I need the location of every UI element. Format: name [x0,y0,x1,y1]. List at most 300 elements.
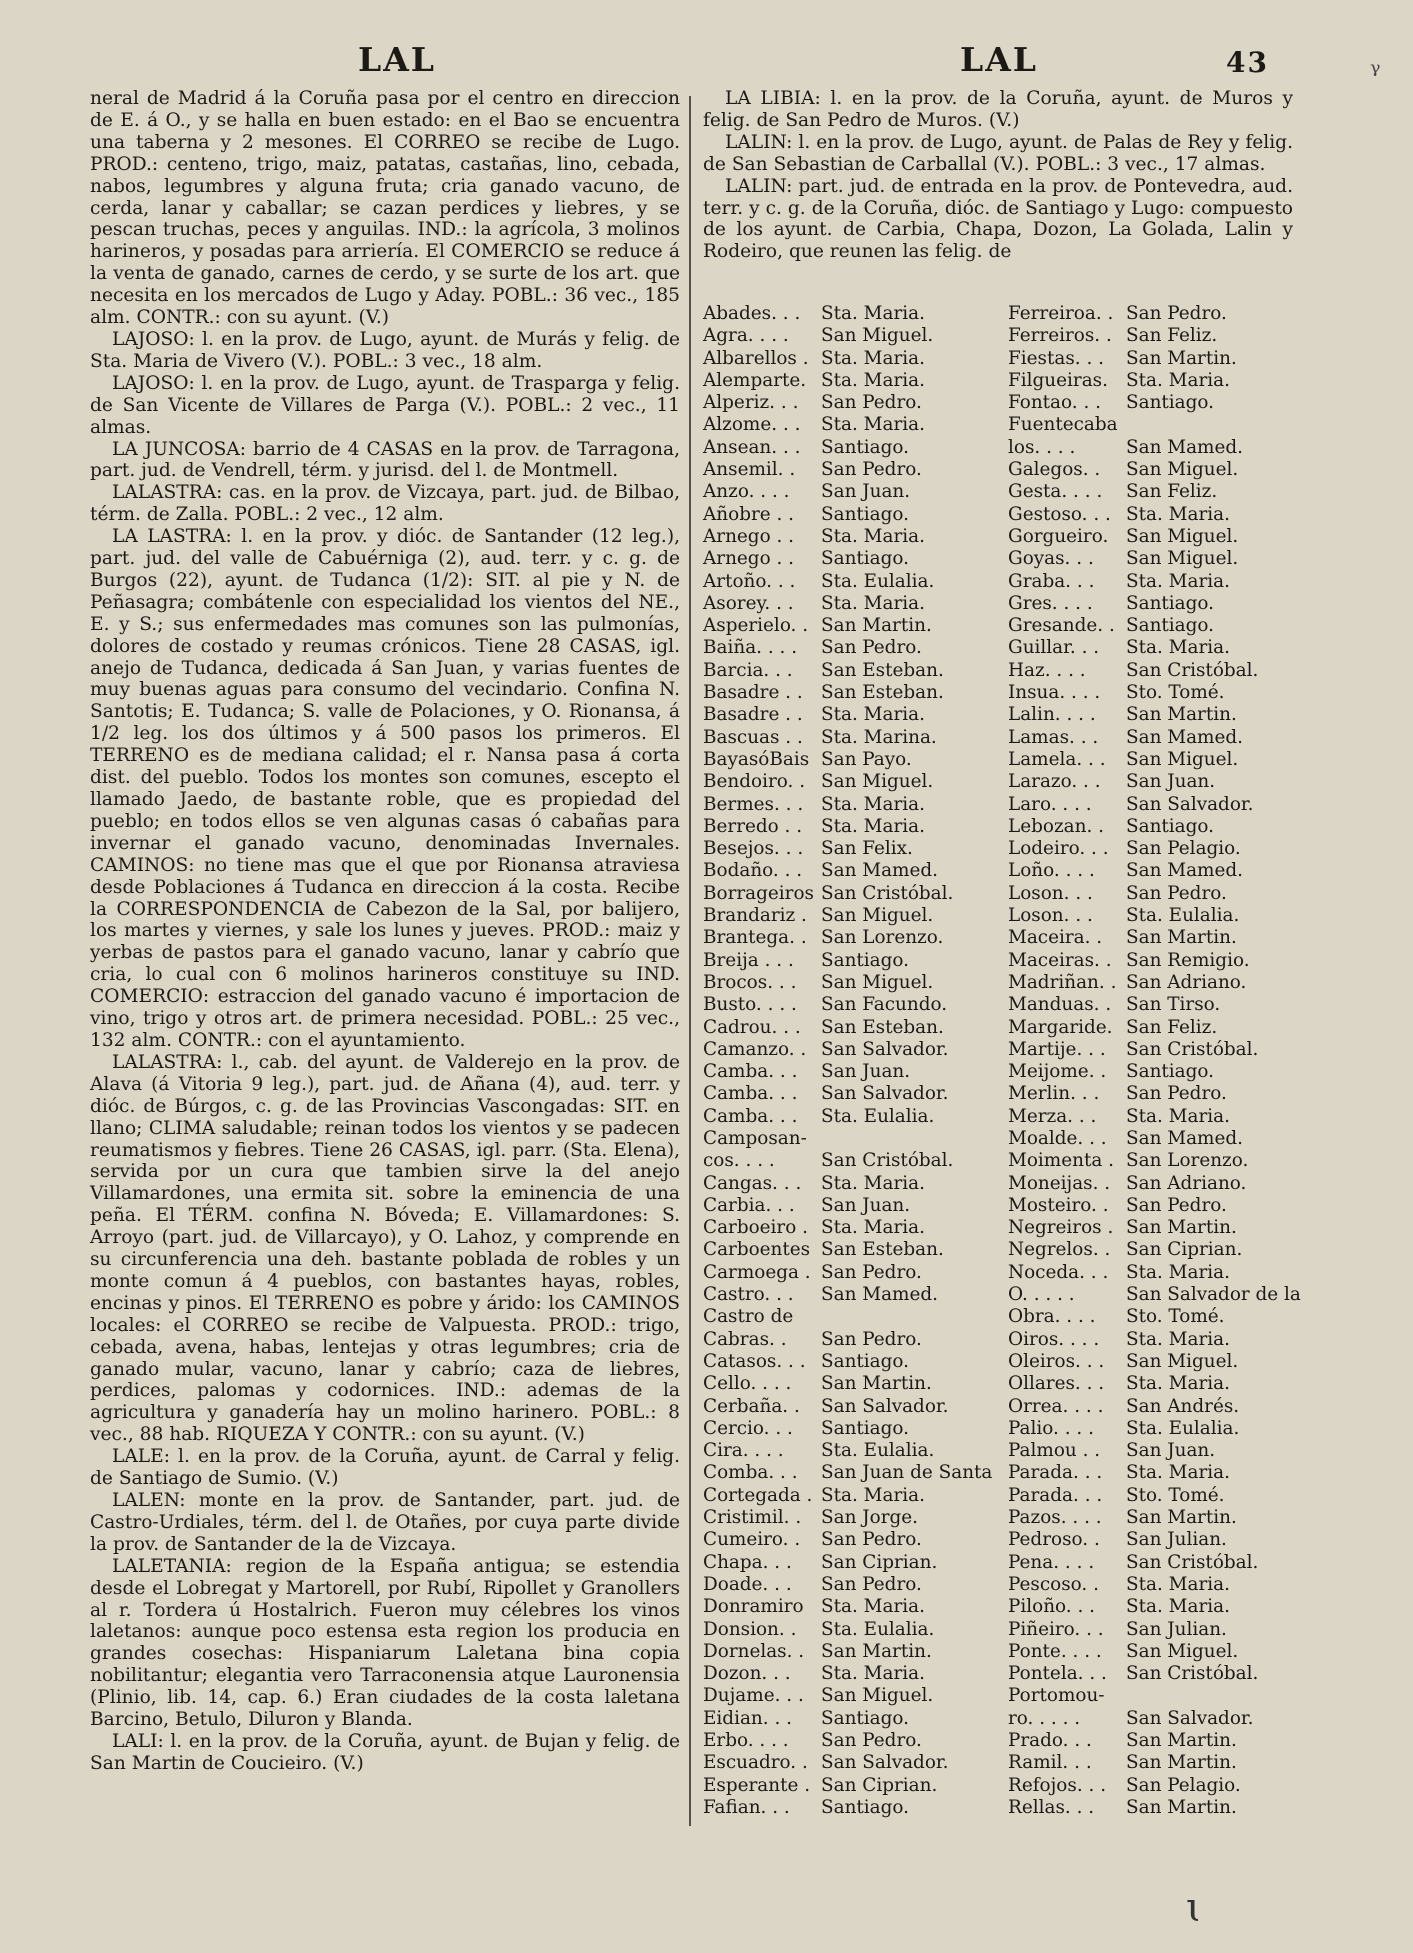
parish-place: Galegos. . [1008,459,1101,481]
parish-entry [1008,1529,1303,1551]
parish-place: Basadre . . [703,704,803,726]
parish-place: Fiestas. . . [1008,347,1104,369]
parish-place: Catasos. . . [703,1350,806,1372]
parish-entry [1008,392,1303,414]
parish-entry [703,1418,1008,1440]
parish-entry [1008,1128,1303,1150]
parish-entry [1008,1663,1303,1685]
parish-patron: San Martin. [1126,1507,1237,1529]
bottom-handwritten-mark: ꙇ [1186,1885,1202,1931]
parish-place: Ansean. . . [703,436,801,458]
parish-place: Donramiro [703,1596,804,1618]
parish-patron: Sta. Maria. [821,1172,925,1194]
parish-place: Ferreiros. . [1008,325,1112,347]
parish-entry [1008,1775,1303,1797]
parish-patron: Santiago. [821,949,910,971]
parish-patron: Sto. Tomé. [1126,682,1225,704]
parish-place: Dozon. . . [703,1663,791,1685]
parish-entry [703,370,1008,392]
parish-entry [703,1373,1008,1395]
parish-place: Comba. . . [703,1462,798,1484]
parish-place: Cangas. . . [703,1172,802,1194]
parish-entry [1008,1619,1303,1641]
parish-patron: Santiago. [1126,392,1215,414]
parish-patron: San Mamed. [1126,436,1243,458]
parish-patron: San Pedro. [821,1730,922,1751]
parish-entry [703,459,1008,481]
parish-entry [1008,1708,1303,1730]
parish-entry [1008,771,1303,793]
parish-entry [703,794,1008,816]
parish-entry [703,749,1008,771]
parish-entry [1008,615,1303,637]
parish-entry [1008,571,1303,593]
parish-patron: Sta. Maria. [821,525,925,547]
entry-paragraph: LA LASTRA: l. en la prov. y dióc. de Santander (12 leg.), part. jud. del valle de Cabuérniga (2), aud. terr. y c. g. de Burgos (22), ayunt. de Tudanca (1/2): SIT. al pie y N. de Peñasagra; combátenle con especialidad los vientos del NE., E. y S.; sus enfermedades mas comunes son las pulmonías, dolores de costado y reumas crónicos. Tiene 28 CASAS, igl. anejo de Tudanca, dedicada á San Juan, y varias fuentes de muy buenas aguas para consumo del vecindario. Confina N. Santotis; E. Tudanca; S. valle de Polaciones, y O. Rionansa, á 1/2 leg. los dos últimos y á 500 pasos los primeros. El TERRENO es de mediana calidad; el r. Nansa pasa á corta dist. del pueblo. Todos los montes son comunes, escepto el llamado Jaedo, de bastante roble, que es propiedad del pueblo; en todos ellos se ven algunas casas ó cabañas para invernar el ganado vacuno, denominadas Invernales. CAMINOS: no tiene mas que el que por Rionansa atraviesa desde Poblaciones á Tudanca en direccion á la costa. Recibe la CORRESPONDENCIA de Cabezon de la Sal, por balijero, los martes y viernes, y sale los lunes y jueves. PROD.: maiz y yerbas de pastos para el ganado vacuno, lanar y cabrío que cria, lo cual con 6 molinos harineros constituye su IND. COMERCIO: estraccion del ganado vacuno é importacion de vino, trigo y otros art. de primera necesidad. POBL.: 25 vec., 132 alm. CONTR.: con el ayuntamiento. [90,526,680,1051]
parish-place: Oiros. . . . [1008,1328,1100,1350]
parish-patron: Santiago. [1126,592,1215,614]
parish-entry [1008,1239,1303,1261]
parish-entry [703,838,1008,860]
parish-patron: San Pedro. [1126,1083,1227,1105]
parish-patron: San Adriano. [1126,1172,1247,1194]
entry-paragraph: LA JUNCOSA: barrio de 4 CASAS en la prov. de Tarragona, part. jud. de Vendrell, térm. y jurisd. del l. de Montmell. [90,438,680,482]
parish-entry [703,1596,1008,1618]
parish-entry [703,1641,1008,1663]
parish-entry [703,615,1008,637]
parish-patron: San Salvador. [1126,1707,1254,1729]
parish-place: Albarellos . [703,347,809,369]
parish-entry [1008,1797,1303,1819]
parish-place: Carboeiro . [703,1217,808,1239]
parish-entry [703,1106,1008,1128]
parish-entry [703,548,1008,570]
parish-patron: San Martin. [1126,347,1237,369]
parish-place: Moimenta . [1008,1150,1114,1172]
parish-entry [703,348,1008,370]
parish-patron: Sta. Maria. [821,815,925,837]
parish-entry [703,392,1008,414]
parish-entry [1008,526,1303,548]
parish-entry [1008,816,1303,838]
page-number: 43 [1226,46,1269,79]
parish-entry [1008,950,1303,972]
parish-patron: San Salvador. [821,1083,949,1105]
parish-place: Insua. . . . [1008,682,1101,704]
parish-patron: San Ciprian. [821,1551,938,1573]
parish-place: Brantega. . [703,927,807,949]
parish-place: Camposan- [703,1127,807,1149]
parish-patron: Sto. Tomé. [1126,1306,1225,1328]
parish-place: Castro de [703,1306,794,1328]
parish-entry [1008,1262,1303,1284]
parish-entry [1008,838,1303,860]
parish-patron: San Lorenzo. [821,927,944,949]
parish-entry [703,972,1008,994]
parish-place: Palmou . . [1008,1440,1101,1462]
parish-entry [1008,972,1303,994]
parish-entry [703,860,1008,882]
parish-patron: San Juan. [821,1194,911,1216]
parish-entry [703,883,1008,905]
parish-list-column-2 [1008,303,1303,1819]
corner-handwritten-mark: ᵞ [1370,56,1381,89]
parish-place: Haz. . . . [1008,659,1086,681]
parish-patron: San Juan. [1126,1440,1216,1462]
parish-entry [703,1529,1008,1551]
parish-patron: Sta. Maria. [1126,1328,1230,1350]
parish-place: Baiña. . . . [703,637,798,659]
entry-paragraph: LAJOSO: l. en la prov. de Lugo, ayunt. de Trasparga y felig. de San Vicente de Villares de Parga (V.). POBL.: 2 vec., 11 almas. [90,372,680,438]
parish-place: Refojos. . . [1008,1774,1107,1796]
parish-entry [1008,325,1303,347]
parish-entry [1008,1017,1303,1039]
parish-place: Ollares. . . [1008,1373,1105,1395]
parish-entry [1008,1641,1303,1663]
parish-patron: Sta. Maria. [821,704,925,726]
parish-place: Parada. . . [1008,1484,1103,1506]
entry-paragraph: LALASTRA: l., cab. del ayunt. de Valderejo en la prov. de Alava (á Vitoria 9 leg.), part. jud. de Añana (4), aud. terr. y dióc. de Búrgos, c. g. de las Provincias Vascongadas: SIT. en llano; CLIMA saludable; reinan todos los vientos y se padecen reumatismos y fiebres. Tiene 26 CASAS, igl. parr. (Sta. Elena), servida por un cura que tambien sirve la del anejo Villamardones, una ermita sit. sobre la eminencia de una peña. El TÉRM. confina N. Bóveda; E. Villamardones: S. Arroyo (part. jud. de Villarcayo), y O. Lahoz, y comprende en su circunferencia una deh. bastante poblada de robles y un monte comun á 4 pueblos, con bastantes hayas, robles, encinas y pinos. El TERRENO es pobre y árido: los CAMINOS locales: el CORREO se recibe de Valpuesta. PROD.: trigo, cebada, avena, habas, lentejas y otras legumbres; cria de ganado mular, vacuno, lanar y cabrío; caza de liebres, perdices, palomas y codornices. IND.: ademas de la agricultura y ganadería hay un molino harinero. POBL.: 8 vec., 88 hab. RIQUEZA Y CONTR.: con su ayunt. (V.) [90,1051,680,1446]
parish-place: Pazos. . . . [1008,1507,1102,1529]
parish-entry [703,414,1008,436]
parish-place: Loson. . . [1008,882,1093,904]
parish-patron: San Facundo. [821,994,948,1016]
parish-place: Gesta. . . . [1008,481,1103,503]
parish-patron: San Cristóbal. [821,882,954,904]
parish-entry [1008,994,1303,1016]
parish-place: Bodaño. . . [703,860,803,882]
parish-entry [703,1017,1008,1039]
parish-place: Berredo . . [703,815,803,837]
parish-place: Loson. . . [1008,905,1093,927]
parish-patron: San Tirso. [1126,994,1221,1016]
parish-patron: Sta. Eulalia. [821,1105,935,1127]
parish-patron: San Pedro. [821,1573,922,1595]
parish-place: Negrelos. . [1008,1239,1111,1261]
parish-place: Pescoso. . [1008,1573,1099,1595]
parish-entry [703,771,1008,793]
parish-patron: San Salvador. [1126,793,1254,815]
parish-entry [703,927,1008,949]
entry-paragraph: LA LIBIA: l. en la prov. de la Coruña, ayunt. de Muros y felig. de San Pedro de Muros. (V.) [703,88,1293,131]
parish-entry [703,504,1008,526]
parish-patron: San Esteban. [821,1016,944,1038]
parish-entry [1008,682,1303,704]
parish-entry [703,816,1008,838]
entry-paragraph: LALEN: monte en la prov. de Santander, part. jud. de Castro-Urdiales, térm. del l. de Otañes, por cuya parte divide la prov. de Santander de la de Vizcaya. [90,1490,680,1555]
parish-place: Cabras. . [703,1328,787,1350]
parish-place: Gresande. . [1008,615,1115,637]
parish-patron: San Andrés. [1126,1395,1240,1417]
parish-place: Moalde. . . [1008,1127,1107,1149]
parish-patron: San Miguel. [821,771,934,793]
parish-patron: San Mamed. [1126,860,1243,882]
parish-patron: San Mamed. [821,1284,938,1306]
parish-patron: Sta. Eulalia. [821,570,935,592]
parish-patron: San Pelagio. [1126,1774,1241,1796]
parish-entry [1008,1596,1303,1618]
parish-entry [703,1685,1008,1707]
parish-entry [1008,1552,1303,1574]
parish-place: Moneijas. . [1008,1172,1111,1194]
parish-patron: San Feliz. [1126,481,1218,503]
parish-place: Manduas. . [1008,994,1112,1016]
parish-place: Pedroso. . [1008,1529,1100,1551]
parish-patron: San Pedro. [821,1328,922,1350]
parish-patron: Santiago. [1126,615,1215,637]
parish-entry [1008,303,1303,325]
parish-place: Pontela. . . [1008,1663,1107,1685]
parish-patron: San Miguel. [821,971,934,993]
parish-patron: Sta. Maria. [821,369,925,391]
parish-patron: San Miguel. [1126,1640,1239,1662]
parish-place: Cello. . . . [703,1373,792,1395]
parish-patron: San Feliz. [1126,325,1218,347]
parish-entry [1008,1507,1303,1529]
parish-place: Gestoso. . . [1008,503,1111,525]
parish-entry [1008,1440,1303,1462]
parish-entry [1008,860,1303,882]
parish-patron: San Juan. [1126,771,1216,793]
parish-patron: San Pedro. [821,637,922,659]
parish-patron: San Ciprian. [821,1774,938,1796]
parish-entry [703,1217,1008,1239]
parish-patron: San Martin. [1126,1730,1237,1751]
parish-patron: San Miguel. [1126,525,1239,547]
parish-patron: San Pedro. [821,1529,922,1551]
parish-patron: Sta. Maria. [1126,1596,1230,1618]
parish-patron: Santiago. [821,436,910,458]
entry-paragraph: LALI: l. en la prov. de la Coruña, ayunt. de Bujan y felig. de San Martin de Coucieiro. (V.) [90,1730,680,1774]
parish-entry [703,682,1008,704]
parish-place: Mosteiro. . [1008,1194,1109,1216]
parish-place: Guillar. . . [1008,637,1100,659]
parish-patron: Sta. Maria. [821,1217,925,1239]
parish-entry [1008,459,1303,481]
parish-patron: San Martin. [1126,704,1237,726]
parish-place: Fuentecaba [1008,414,1118,436]
parish-patron: San Martin. [1126,1796,1237,1818]
parish-place: Agra. . . . [703,325,789,347]
parish-patron: Santiago. [821,503,910,525]
parish-patron: San Pedro. [1126,882,1227,904]
parish-patron: Santiago. [821,1417,910,1439]
parish-patron: San Esteban. [821,659,944,681]
parish-entry [1008,481,1303,503]
parish-place: Artoño. . . [703,570,796,592]
parish-place: O. . . . . [1008,1284,1075,1306]
parish-entry [703,1195,1008,1217]
parish-patron: Sta. Maria. [821,1596,925,1618]
parish-place: Fontao. . . [1008,392,1102,414]
parish-entry [703,437,1008,459]
parish-entry [1008,905,1303,927]
parish-patron: Sta. Maria. [1126,1105,1230,1127]
parish-entry [703,1083,1008,1105]
left-text-column [90,88,680,1775]
parish-entry [1008,1730,1303,1752]
parish-place: Cortegada . [703,1484,813,1506]
parish-patron: San Esteban. [821,682,944,704]
parish-place: cos. . . . [703,1150,775,1172]
parish-entry [1008,1485,1303,1507]
parish-place: Lamas. . . [1008,726,1099,748]
parish-patron: San Miguel. [821,905,934,927]
parish-entry [1008,348,1303,370]
parish-place: Noceda. . . [1008,1261,1109,1283]
parish-entry [703,1730,1008,1752]
parish-entry [703,1061,1008,1083]
parish-entry [703,994,1008,1016]
parish-patron: San Pedro. [1126,303,1227,324]
parish-entry [1008,504,1303,526]
parish-patron: San Martin. [1126,1752,1237,1774]
parish-entry [703,571,1008,593]
parish-place: Ponte. . . . [1008,1640,1102,1662]
parish-patron: San Salvador de la [1126,1284,1301,1306]
parish-entry [1008,370,1303,392]
parish-entry [1008,1173,1303,1195]
parish-place: Cumeiro. . [703,1529,801,1551]
parish-entry [1008,794,1303,816]
parish-entry [1008,1373,1303,1395]
parish-entry [1008,1039,1303,1061]
parish-entry [1008,1106,1303,1128]
parish-place: Carboentes [703,1239,811,1261]
parish-place: Obra. . . . [1008,1306,1096,1328]
parish-place: Bascuas . . [703,726,803,748]
running-head-left: LAL [358,40,437,79]
parish-place: Alemparte. [703,369,807,391]
parish-patron: San Miguel. [1126,459,1239,481]
parish-place: Palio. . . . [1008,1417,1094,1439]
parish-patron: San Martin. [821,1373,932,1395]
parish-patron: San Salvador. [821,1752,949,1774]
parish-entry [1008,927,1303,949]
parish-patron: San Julian. [1126,1618,1227,1640]
parish-place: Arnego . . [703,525,795,547]
parish-place: Piñeiro. . . [1008,1618,1104,1640]
parish-patron: San Cristóbal. [1126,1551,1259,1573]
parish-patron: Sto. Tomé. [1126,1484,1225,1506]
parish-patron: San Salvador. [821,1038,949,1060]
parish-patron: San Mamed. [1126,726,1243,748]
parish-patron: San Miguel. [1126,1350,1239,1372]
parish-patron: Santiago. [821,548,910,570]
parish-entry [703,637,1008,659]
parish-place: los. . . . [1008,436,1076,458]
parish-entry [1008,1217,1303,1239]
entry-paragraph: LALIN: part. jud. de entrada en la prov. de Pontevedra, aud. terr. y c. g. de la Coruña, dióc. de Santiago y Lugo: compuesto de los ayunt. de Carbia, Chapa, Dozon, La Golada, Lalin y Rodeiro, que reunen las felig. de [703,175,1293,263]
parish-patron: San Martin. [1126,1217,1237,1239]
parish-place: Portomou- [1008,1685,1105,1707]
parish-patron: Sta. Maria. [821,303,925,324]
running-head-right: LAL [960,40,1039,79]
parish-place: Bendoiro. . [703,771,806,793]
parish-patron: San Juan. [821,481,911,503]
column-divider [689,96,691,1826]
parish-entry [703,1552,1008,1574]
parish-entry [1008,1462,1303,1484]
parish-place: Lamela. . . [1008,748,1106,770]
parish-entry [1008,749,1303,771]
parish-patron: Sta. Maria. [821,793,925,815]
parish-entry [1008,1396,1303,1418]
parish-entry [703,325,1008,347]
parish-patron: San Julian. [1126,1529,1227,1551]
parish-place: BayasóBais [703,748,810,770]
parish-entry [703,1239,1008,1261]
entry-paragraph: LAJOSO: l. en la prov. de Lugo, ayunt. de Murás y felig. de Sta. Maria de Vivero (V.). POBL.: 3 vec., 18 alm. [90,328,680,372]
parish-place: Negreiros . [1008,1217,1114,1239]
parish-entry [1008,704,1303,726]
parish-entry [703,1708,1008,1730]
parish-patron: Sta. Maria. [821,1663,925,1685]
parish-place: Lodeiro. . . [1008,838,1109,860]
parish-patron: San Esteban. [821,1239,944,1261]
parish-patron: San Cristóbal. [1126,659,1259,681]
parish-patron: San Pedro. [821,459,922,481]
parish-patron: San Martin. [821,615,932,637]
parish-patron: Sta. Maria. [821,1484,925,1506]
parish-entry [703,1574,1008,1596]
parish-place: Ramil. . . [1008,1752,1092,1774]
parish-place: Madriñan. . [1008,971,1117,993]
parish-place: Graba. . . [1008,570,1095,592]
parish-place: Doade. . . [703,1573,792,1595]
parish-patron: San Mamed. [1126,1127,1243,1149]
parish-place: Castro. . . [703,1284,794,1306]
parish-patron: San Feliz. [1126,1016,1218,1038]
parish-entry [703,704,1008,726]
parish-place: Asperielo. . [703,615,809,637]
parish-place: Borrageiros [703,882,814,904]
parish-entry [703,303,1008,325]
parish-place: Busto. . . . [703,994,797,1016]
parish-place: Eidian. . . [703,1707,792,1729]
parish-place: Cercio. . . [703,1417,793,1439]
parish-entry [703,1262,1008,1284]
parish-place: Arnego . . [703,548,795,570]
parish-place: Escuadro. . [703,1752,808,1774]
parish-entry [1008,1685,1303,1707]
parish-patron: San Cristóbal. [1126,1038,1259,1060]
parish-place: Orrea. . . . [1008,1395,1104,1417]
parish-patron: San Jorge. [821,1507,918,1529]
parish-place: Chapa. . . [703,1551,792,1573]
parish-patron: San Miguel. [1126,548,1239,570]
parish-entry [1008,1284,1303,1306]
parish-entry [703,905,1008,927]
parish-place: Gorgueiro. [1008,525,1109,547]
parish-patron: Sta. Maria. [1126,369,1230,391]
parish-entry [703,593,1008,615]
parish-place: Brocos. . . [703,971,797,993]
parish-entry [703,1462,1008,1484]
parish-patron: San Mamed. [821,860,938,882]
parish-entry [1008,1752,1303,1774]
parish-place: Fafian. . . [703,1796,790,1818]
parish-place: Rellas. . . [1008,1796,1095,1818]
parish-place: Maceiras. . [1008,949,1112,971]
parish-patron: San Felix. [821,838,913,860]
parish-entry [703,1039,1008,1061]
parish-entry [1008,1351,1303,1373]
parish-list-column-1 [703,303,1008,1819]
entry-paragraph: LALASTRA: cas. en la prov. de Vizcaya, part. jud. de Bilbao, térm. de Zalla. POBL.: 2 vec., 12 alm. [90,482,680,526]
parish-patron: Sta. Eulalia. [1126,1417,1240,1439]
parish-place: Cerbaña. . [703,1395,800,1417]
